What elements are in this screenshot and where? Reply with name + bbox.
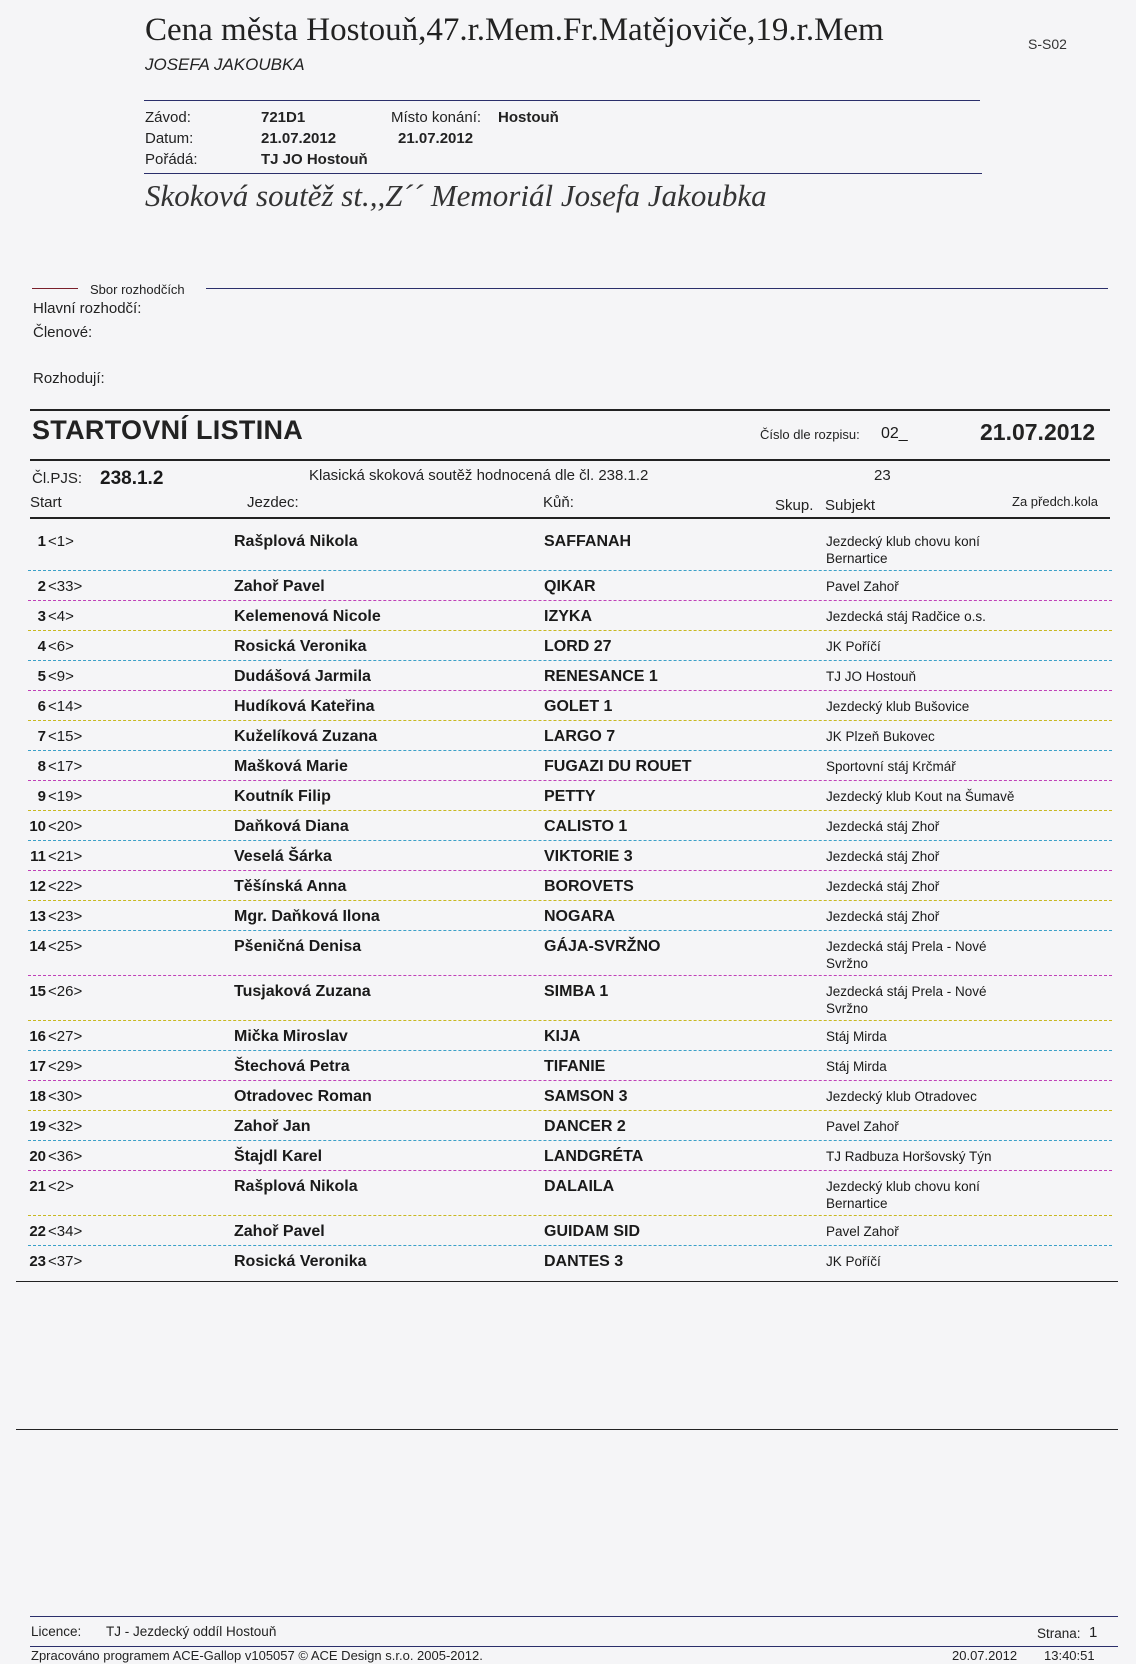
row-separator bbox=[28, 810, 1112, 811]
listina-rule-top bbox=[30, 409, 1110, 411]
rider-name: Mašková Marie bbox=[234, 758, 348, 775]
row-separator bbox=[28, 780, 1112, 781]
start-number: 18 bbox=[29, 1088, 46, 1105]
horse-name: IZYKA bbox=[544, 608, 592, 625]
rider-name: Zahoř Pavel bbox=[234, 1223, 325, 1240]
row-separator bbox=[28, 630, 1112, 631]
start-number: 2 bbox=[37, 578, 46, 595]
subject-name: JK Plzeň Bukovec bbox=[826, 729, 935, 744]
row-separator bbox=[28, 1020, 1112, 1021]
deciding-label: Rozhodují: bbox=[33, 370, 105, 387]
start-number: 7 bbox=[37, 728, 46, 745]
horse-name: DANTES 3 bbox=[544, 1253, 624, 1270]
row-separator bbox=[28, 750, 1112, 751]
table-bottom-rule bbox=[16, 1281, 1118, 1282]
rider-name: Daňková Diana bbox=[234, 818, 349, 835]
horse-name: TIFANIE bbox=[544, 1058, 606, 1075]
row-separator bbox=[28, 975, 1112, 976]
start-number: 15 bbox=[29, 983, 46, 1000]
horse-name: DALAILA bbox=[544, 1178, 615, 1195]
horse-name: LORD 27 bbox=[544, 638, 612, 655]
subject-name: Stáj Mirda bbox=[826, 1029, 887, 1044]
row-separator bbox=[28, 720, 1112, 721]
bib-number: <37> bbox=[48, 1253, 83, 1270]
bib-number: <25> bbox=[48, 938, 83, 955]
listina-title: STARTOVNÍ LISTINA bbox=[32, 415, 304, 445]
licence-value: TJ - Jezdecký oddíl Hostouň bbox=[106, 1624, 277, 1639]
subject-name: Jezdecká stáj Zhoř bbox=[826, 849, 940, 864]
row-separator bbox=[28, 690, 1112, 691]
col-rider: Jezdec: bbox=[247, 494, 299, 511]
subject-name: Stáj Mirda bbox=[826, 1059, 887, 1074]
rider-name: Kuželíková Zuzana bbox=[234, 728, 378, 745]
row-separator bbox=[28, 570, 1112, 571]
horse-name: NOGARA bbox=[544, 908, 616, 925]
start-number: 8 bbox=[37, 758, 46, 775]
bib-number: <33> bbox=[48, 578, 83, 595]
rider-name: Dudášová Jarmila bbox=[234, 668, 371, 685]
row-separator bbox=[28, 930, 1112, 931]
document-id: S-S02 bbox=[1028, 36, 1067, 52]
header-rule-bottom bbox=[144, 173, 982, 174]
subject-name: Jezdecký klub chovu koní Bernartice bbox=[826, 534, 980, 566]
bib-number: <29> bbox=[48, 1058, 83, 1075]
col-prev-round: Za předch.kola bbox=[1012, 494, 1098, 509]
subject-name: Jezdecká stáj Zhoř bbox=[826, 909, 940, 924]
bib-number: <21> bbox=[48, 848, 83, 865]
horse-name: FUGAZI DU ROUET bbox=[544, 758, 692, 775]
subject-name: Pavel Zahoř bbox=[826, 1224, 899, 1239]
rider-name: Otradovec Roman bbox=[234, 1088, 372, 1105]
rider-name: Rosická Veronika bbox=[234, 1253, 367, 1270]
rider-name: Rosická Veronika bbox=[234, 638, 367, 655]
misto-label: Místo konání: bbox=[391, 109, 482, 126]
subject-name: Jezdecká stáj Zhoř bbox=[826, 819, 940, 834]
subject-name: JK Poříčí bbox=[826, 1254, 881, 1269]
document-subtitle: JOSEFA JAKOUBKA bbox=[145, 55, 305, 74]
subject-name: Jezdecká stáj Zhoř bbox=[826, 879, 940, 894]
footer-rule-top bbox=[30, 1616, 1118, 1617]
page-label: Strana: bbox=[1037, 1626, 1081, 1641]
col-horse: Kůň: bbox=[543, 494, 574, 511]
start-number: 21 bbox=[29, 1178, 46, 1195]
start-number: 17 bbox=[29, 1058, 46, 1075]
bib-number: <27> bbox=[48, 1028, 83, 1045]
bib-number: <2> bbox=[48, 1178, 74, 1195]
horse-name: CALISTO 1 bbox=[544, 818, 628, 835]
start-number: 1 bbox=[37, 533, 46, 550]
rider-name: Kelemenová Nicole bbox=[234, 608, 381, 625]
zavod-label: Závod: bbox=[145, 109, 191, 126]
bib-number: <36> bbox=[48, 1148, 83, 1165]
judges-section-label: Sbor rozhodčích bbox=[90, 282, 185, 297]
row-separator bbox=[28, 1170, 1112, 1171]
footer-rule-bottom bbox=[30, 1646, 1118, 1647]
col-group: Skup. bbox=[775, 497, 814, 514]
rider-name: Veselá Šárka bbox=[234, 848, 332, 865]
row-separator bbox=[28, 840, 1112, 841]
subject-name: TJ JO Hostouň bbox=[826, 669, 917, 684]
rider-name: Hudíková Kateřina bbox=[234, 698, 375, 715]
judges-rule-right bbox=[206, 288, 1108, 289]
row-separator bbox=[28, 1080, 1112, 1081]
subject-name: TJ Radbuza Horšovský Týn bbox=[826, 1149, 992, 1164]
bib-number: <20> bbox=[48, 818, 83, 835]
start-number: 5 bbox=[37, 668, 46, 685]
rider-name: Rašplová Nikola bbox=[234, 1178, 358, 1195]
datum-to: 21.07.2012 bbox=[398, 130, 474, 147]
bib-number: <15> bbox=[48, 728, 83, 745]
horse-name: PETTY bbox=[544, 788, 596, 805]
start-number: 12 bbox=[29, 878, 46, 895]
start-number: 16 bbox=[29, 1028, 46, 1045]
horse-name: BOROVETS bbox=[544, 878, 634, 895]
horse-name: GÁJA-SVRŽNO bbox=[544, 938, 661, 955]
rider-name: Mgr. Daňková Ilona bbox=[234, 908, 380, 925]
row-separator bbox=[28, 1110, 1112, 1111]
horse-name: SIMBA 1 bbox=[544, 983, 609, 1000]
row-separator bbox=[28, 1050, 1112, 1051]
subject-name: JK Poříčí bbox=[826, 639, 881, 654]
subject-name: Jezdecký klub Bušovice bbox=[826, 699, 970, 714]
subject-name: Sportovní stáj Krčmář bbox=[826, 759, 956, 774]
start-number: 23 bbox=[29, 1253, 46, 1270]
misto-value: Hostouň bbox=[498, 109, 559, 126]
col-start: Start bbox=[30, 494, 62, 511]
subject-name: Jezdecký klub Kout na Šumavě bbox=[826, 789, 1015, 804]
bib-number: <32> bbox=[48, 1118, 83, 1135]
row-separator bbox=[28, 600, 1112, 601]
entry-count: 23 bbox=[874, 467, 891, 484]
subject-name: Pavel Zahoř bbox=[826, 579, 899, 594]
blank-section-rule bbox=[16, 1429, 1118, 1430]
datum-from: 21.07.2012 bbox=[261, 130, 337, 147]
software-credit: Zpracováno programem ACE-Gallop v105057 © ACE Design s.r.o. 2005-2012. bbox=[31, 1648, 483, 1663]
row-separator bbox=[28, 1215, 1112, 1216]
horse-name: LARGO 7 bbox=[544, 728, 616, 745]
pjs-label: Čl.PJS: bbox=[32, 470, 83, 487]
competition-name: Skoková soutěž st.,,Z´´ Memoriál Josefa Jakoubka bbox=[145, 178, 767, 213]
col-subject: Subjekt bbox=[825, 497, 876, 514]
horse-name: LANDGRÉTA bbox=[544, 1148, 644, 1165]
start-number: 4 bbox=[37, 638, 46, 655]
table-header-rule bbox=[30, 517, 1110, 519]
subject-name: Pavel Zahoř bbox=[826, 1119, 899, 1134]
judges-rule-left bbox=[32, 288, 78, 289]
cislo-label: Číslo dle rozpisu: bbox=[760, 427, 860, 442]
subject-name: Jezdecká stáj Prela - Nové Svržno bbox=[826, 939, 987, 971]
row-separator bbox=[28, 870, 1112, 871]
rider-name: Tusjaková Zuzana bbox=[234, 983, 371, 1000]
start-number: 11 bbox=[30, 848, 46, 865]
members-label: Členové: bbox=[33, 324, 93, 341]
datum-label: Datum: bbox=[145, 130, 194, 147]
rider-name: Pšeničná Denisa bbox=[234, 938, 362, 955]
start-number: 14 bbox=[29, 938, 46, 955]
start-number: 19 bbox=[29, 1118, 46, 1135]
subject-name: Jezdecký klub chovu koní Bernartice bbox=[826, 1179, 980, 1211]
rider-name: Zahoř Pavel bbox=[234, 578, 325, 595]
horse-name: SAFFANAH bbox=[544, 533, 632, 550]
print-time: 13:40:51 bbox=[1044, 1648, 1095, 1663]
horse-name: VIKTORIE 3 bbox=[544, 848, 633, 865]
page-number: 1 bbox=[1089, 1624, 1098, 1641]
horse-name: SAMSON 3 bbox=[544, 1088, 628, 1105]
horse-name: QIKAR bbox=[544, 578, 596, 595]
bib-number: <19> bbox=[48, 788, 83, 805]
rider-name: Koutník Filip bbox=[234, 788, 331, 805]
start-number: 3 bbox=[37, 608, 46, 625]
bib-number: <26> bbox=[48, 983, 83, 1000]
row-separator bbox=[28, 900, 1112, 901]
zavod-value: 721D1 bbox=[261, 109, 306, 126]
row-separator bbox=[28, 660, 1112, 661]
horse-name: KIJA bbox=[544, 1028, 581, 1045]
bib-number: <22> bbox=[48, 878, 83, 895]
rider-name: Zahoř Jan bbox=[234, 1118, 311, 1135]
subject-name: Jezdecká stáj Radčice o.s. bbox=[826, 609, 986, 624]
rider-name: Rašplová Nikola bbox=[234, 533, 358, 550]
document-title: Cena města Hostouň,47.r.Mem.Fr.Matějoviče,19.r.Mem bbox=[145, 12, 884, 48]
rider-name: Těšínská Anna bbox=[234, 878, 347, 895]
horse-name: DANCER 2 bbox=[544, 1118, 626, 1135]
licence-label: Licence: bbox=[31, 1624, 82, 1639]
cislo-value: 02_ bbox=[881, 425, 908, 442]
porada-value: TJ JO Hostouň bbox=[261, 151, 368, 168]
listina-rule-mid bbox=[30, 459, 1110, 461]
bib-number: <34> bbox=[48, 1223, 83, 1240]
row-separator bbox=[28, 1245, 1112, 1246]
start-number: 13 bbox=[29, 908, 46, 925]
bib-number: <23> bbox=[48, 908, 83, 925]
pjs-value: 238.1.2 bbox=[100, 468, 164, 489]
start-number: 6 bbox=[37, 698, 46, 715]
bib-number: <4> bbox=[48, 608, 74, 625]
start-number: 10 bbox=[29, 818, 46, 835]
horse-name: RENESANCE 1 bbox=[544, 668, 658, 685]
horse-name: GUIDAM SID bbox=[544, 1223, 640, 1240]
rider-name: Štechová Petra bbox=[234, 1058, 350, 1075]
chief-judge-label: Hlavní rozhodčí: bbox=[33, 300, 142, 317]
start-number: 22 bbox=[29, 1223, 46, 1240]
rider-name: Štajdl Karel bbox=[234, 1148, 323, 1165]
subject-name: Jezdecký klub Otradovec bbox=[826, 1089, 977, 1104]
header-rule-top bbox=[144, 100, 980, 101]
row-separator bbox=[28, 1140, 1112, 1141]
bib-number: <30> bbox=[48, 1088, 83, 1105]
bib-number: <1> bbox=[48, 533, 74, 550]
print-date: 20.07.2012 bbox=[952, 1648, 1018, 1663]
bib-number: <14> bbox=[48, 698, 83, 715]
porada-label: Pořádá: bbox=[145, 151, 198, 168]
bib-number: <17> bbox=[48, 758, 83, 775]
start-number: 9 bbox=[37, 788, 46, 805]
bib-number: <6> bbox=[48, 638, 74, 655]
bib-number: <9> bbox=[48, 668, 74, 685]
horse-name: GOLET 1 bbox=[544, 698, 613, 715]
start-number: 20 bbox=[29, 1148, 46, 1165]
subject-name: Jezdecká stáj Prela - Nové Svržno bbox=[826, 984, 987, 1016]
competition-description: Klasická skoková soutěž hodnocená dle čl. 238.1.2 bbox=[309, 467, 649, 484]
rider-name: Mička Miroslav bbox=[234, 1028, 348, 1045]
listina-date: 21.07.2012 bbox=[980, 419, 1096, 445]
